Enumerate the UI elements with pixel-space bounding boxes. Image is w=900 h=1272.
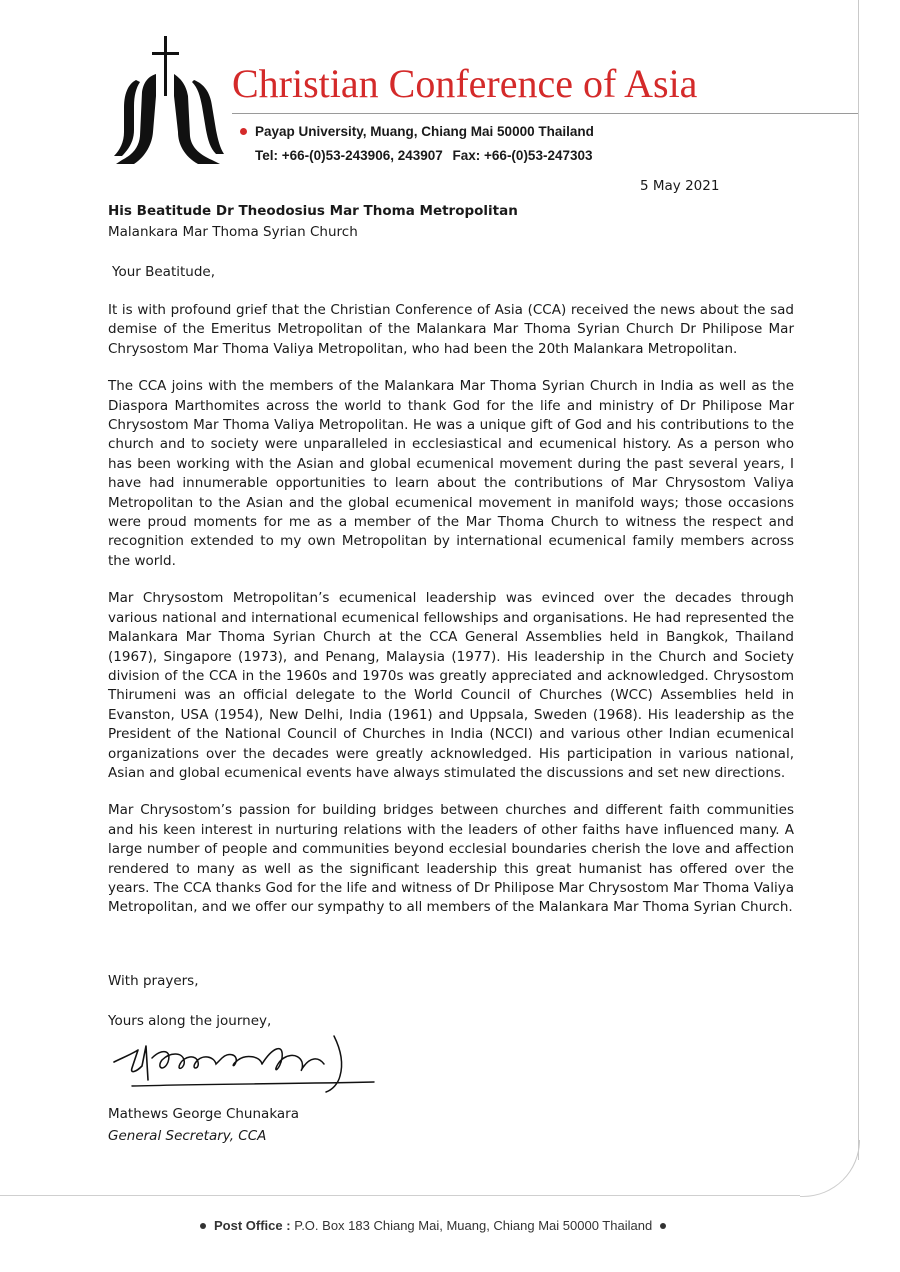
recipient-organization: Malankara Mar Thoma Syrian Church	[108, 224, 358, 240]
recipient-name: His Beatitude Dr Theodosius Mar Thoma Metropolitan	[108, 203, 518, 219]
paragraph: The CCA joins with the members of the Malankara Mar Thoma Syrian Church in India as well as the Diaspora Marthomites across the world to thank God for the life and ministry of Dr Philipose Mar Chrysostom Mar Thoma Valiya Metropolitan. He was a unique gift of God and his contributions to the church and to society were unparalleled in ecclesiastical and ecumenical history. As a person who has been working with the Asian and global ecumenical movement during the past several years, I have had innumerable opportunities to learn about the contributions of Mar Chrysostom Valiya Metropolitan to the Asian and the global ecumenical movement in manifold ways; those occasions were proud moments for me as a member of the Mar Thoma Church to witness the respect and recognition extended to my own Metropolitan by international ecumenical family members across the world.	[108, 378, 794, 569]
closing-journey: Yours along the journey,	[108, 1013, 272, 1029]
signature	[112, 1028, 377, 1096]
page-curl	[800, 1140, 860, 1197]
bullet-icon	[240, 128, 247, 135]
header-divider	[232, 113, 858, 114]
signer-name: Mathews George Chunakara	[108, 1106, 299, 1122]
letter-body	[108, 301, 794, 936]
fax: Fax: +66-(0)53-247303	[452, 148, 593, 163]
bullet-icon	[660, 1223, 666, 1229]
footer-address	[200, 1218, 666, 1233]
telephone: Tel: +66-(0)53-243906, 243907	[255, 148, 443, 163]
address-text: Payap University, Muang, Chiang Mai 50000 Thailand	[255, 124, 594, 139]
signer-title: General Secretary, CCA	[108, 1128, 267, 1144]
page-edge	[0, 1195, 800, 1196]
paragraph: Mar Chrysostom Metropolitan’s ecumenical leadership was evinced over the decades through various national and international ecumenical fellowships and organisations. He had represented the Malankara Mar Thoma Syrian Church at the CCA General Assemblies held in Bangkok, Thailand (1967), Singapore (1973), and Penang, Malaysia (1977). His leadership in the Church and Society division of the CCA in the 1960s and 1970s was greatly appreciated and acknowledged. Chrysostom Thirumeni was an official delegate to the World Council of Churches (WCC) Assemblies held in Evanston, USA (1954), New Delhi, India (1961) and Uppsala, Sweden (1968). His leadership as the President of the National Council of Churches in India (NCCI) and various other Indian ecumenical organizations over the decades were greatly acknowledged. His participation in various national, Asian and global ecumenical events have always stimulated the discussions and set new directions.	[108, 590, 794, 781]
footer-label: Post Office :	[214, 1218, 291, 1233]
letter-date: 5 May 2021	[640, 178, 720, 194]
organization-name: Christian Conference of Asia	[232, 61, 698, 106]
page-edge	[858, 0, 859, 1160]
bullet-icon	[200, 1223, 206, 1229]
paragraph: It is with profound grief that the Christian Conference of Asia (CCA) received the news about the sad demise of the Emeritus Metropolitan of the Malankara Mar Thoma Syrian Church Dr Philipose Mar Chrysostom Mar Thoma Valiya Metropolitan, who had been the 20th Malankara Metropolitan.	[108, 302, 794, 357]
closing-prayers: With prayers,	[108, 973, 199, 989]
cross-praying-hands-icon	[112, 36, 224, 166]
paragraph: Mar Chrysostom’s passion for building bridges between churches and different faith communities and his keen interest in nurturing relations with the leaders of other faiths have influenced many. A large number of people and communities beyond ecclesial boundaries cherish the love and affection rendered to many as well as the significant leadership this great humanist has offered over the years. The CCA thanks God for the life and witness of Dr Philipose Mar Chrysostom Mar Thoma Valiya Metropolitan, and we offer our sympathy to all members of the Malankara Mar Thoma Syrian Church.	[108, 802, 794, 916]
header-address	[240, 124, 594, 139]
footer-address-text: P.O. Box 183 Chiang Mai, Muang, Chiang Mai 50000 Thailand	[294, 1218, 653, 1233]
salutation: Your Beatitude,	[112, 264, 216, 280]
header-contact	[255, 148, 593, 163]
